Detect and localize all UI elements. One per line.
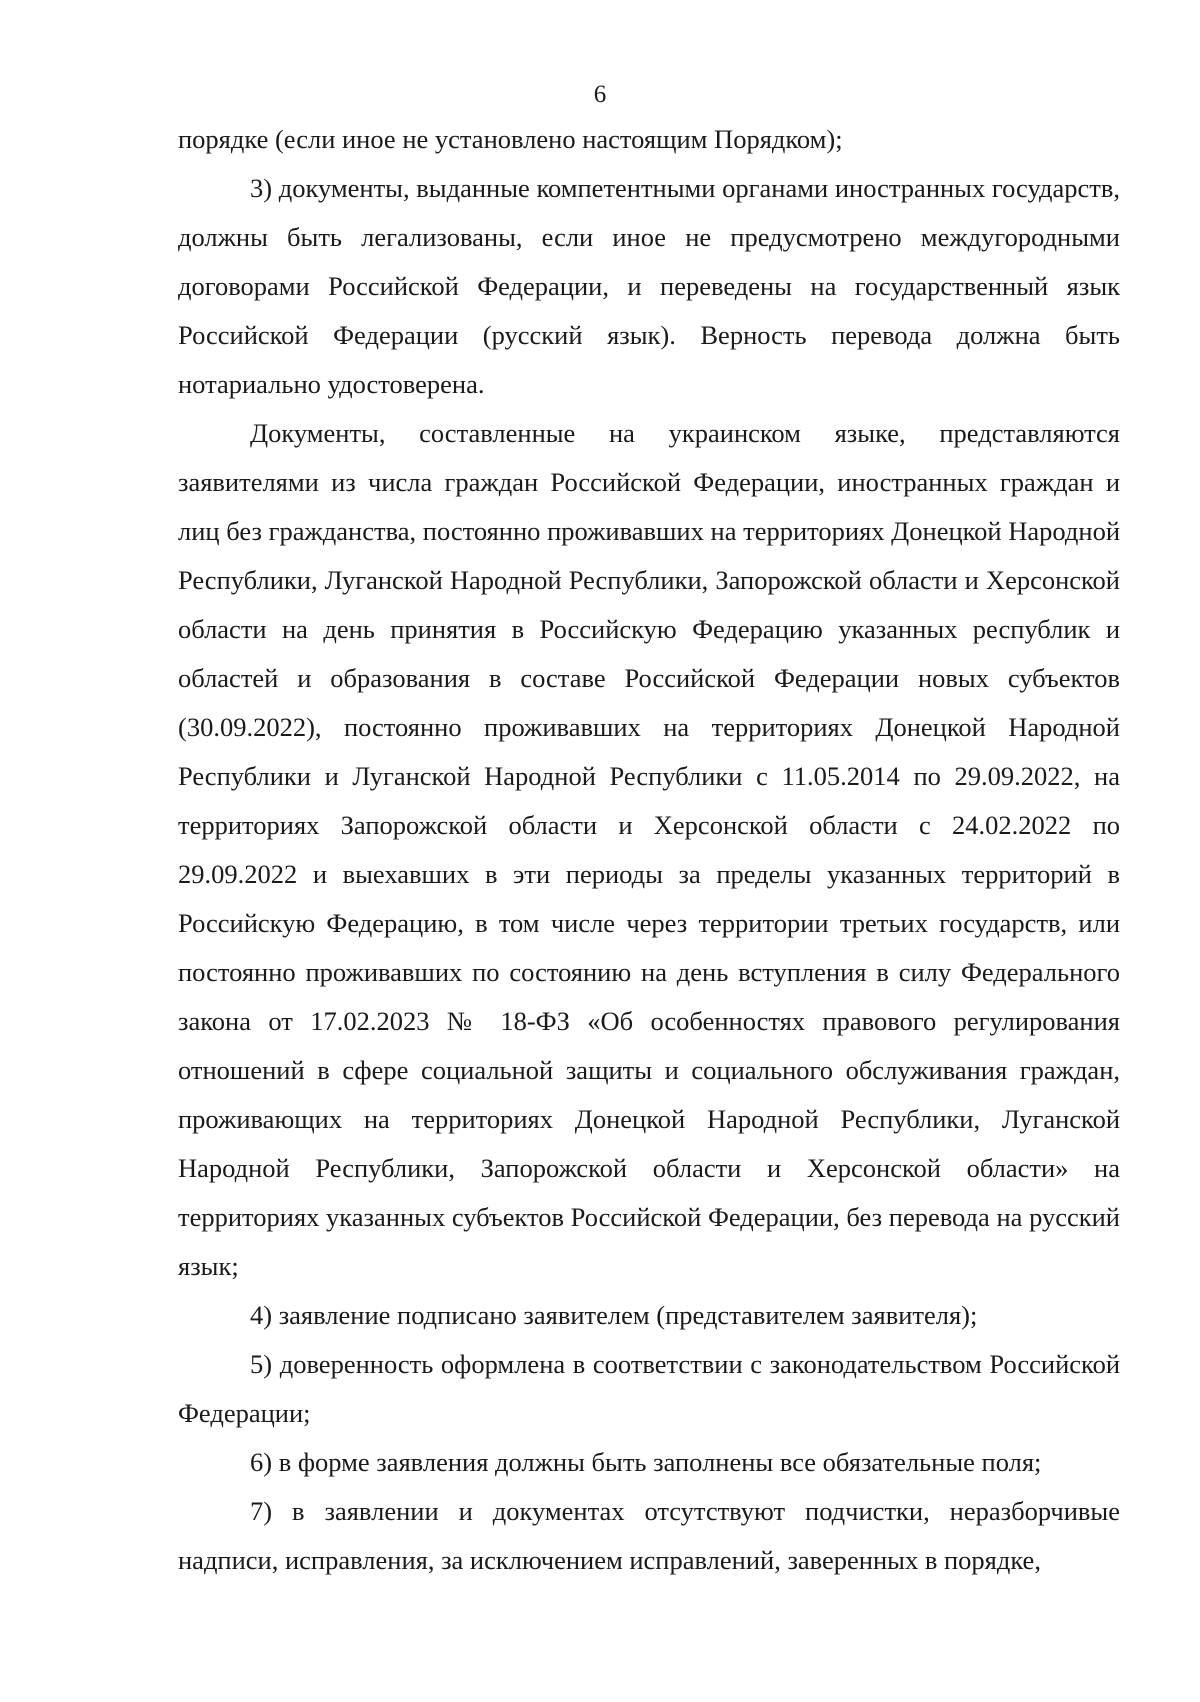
paragraph-item-5: 5) доверенность оформлена в соответствии с законодательством Российской Федерации; [178,1349,1120,1428]
paragraph-item-6: 6) в форме заявления должны быть заполнены все обязательные поля; [250,1447,1042,1477]
paragraph-item-3: 3) документы, выданные компетентными органами иностранных государств, должны быть легализованы, если иное не предусмотрено междугородными договорами Российской Федерации, и переведены на государственный язык Российской Федерации (русский язык). Верность перевода должна быть нотариально удостоверена. [178,173,1120,399]
paragraph-item-7: 7) в заявлении и документах отсутствуют подчистки, неразборчивые надписи, исправления, за исключением исправлений, заверенных в порядке, [178,1496,1120,1575]
paragraph-continuation: порядке (если иное не установлено настоящим Порядком); [178,124,843,154]
paragraph-item-4: 4) заявление подписано заявителем (представителем заявителя); [250,1300,978,1330]
document-body [178,115,1120,1585]
paragraph-ukrainian-documents: Документы, составленные на украинском языке, представляются заявителями из числа граждан Российской Федерации, иностранных граждан и лиц без гражданства, постоянно проживавших на территориях Донецкой Народной Республики, Луганской Народной Республики, Запорожской области и Херсонской области на день принятия в Российскую Федерацию указанных республик и областей и образования в составе Российской Федерации новых субъектов (30.09.2022), постоянно проживавших на территориях Донецкой Народной Республики и Луганской Народной Республики с 11.05.2014 по 29.09.2022, на территориях Запорожской области и Херсонской области с 24.02.2022 по 29.09.2022 и выехавших в эти периоды за пределы указанных территорий в Российскую Федерацию, в том числе через территории третьих государств, или постоянно проживавших по состоянию на день вступления в силу Федерального закона от 17.02.2023 № 18-ФЗ «Об особенностях правового регулирования отношений в сфере социальной защиты и социального обслуживания граждан, проживающих на территориях Донецкой Народной Республики, Луганской Народной Республики, Запорожской области и Херсонской области» на территориях указанных субъектов Российской Федерации, без перевода на русский язык; [178,418,1120,1281]
page-number: 6 [593,81,607,108]
